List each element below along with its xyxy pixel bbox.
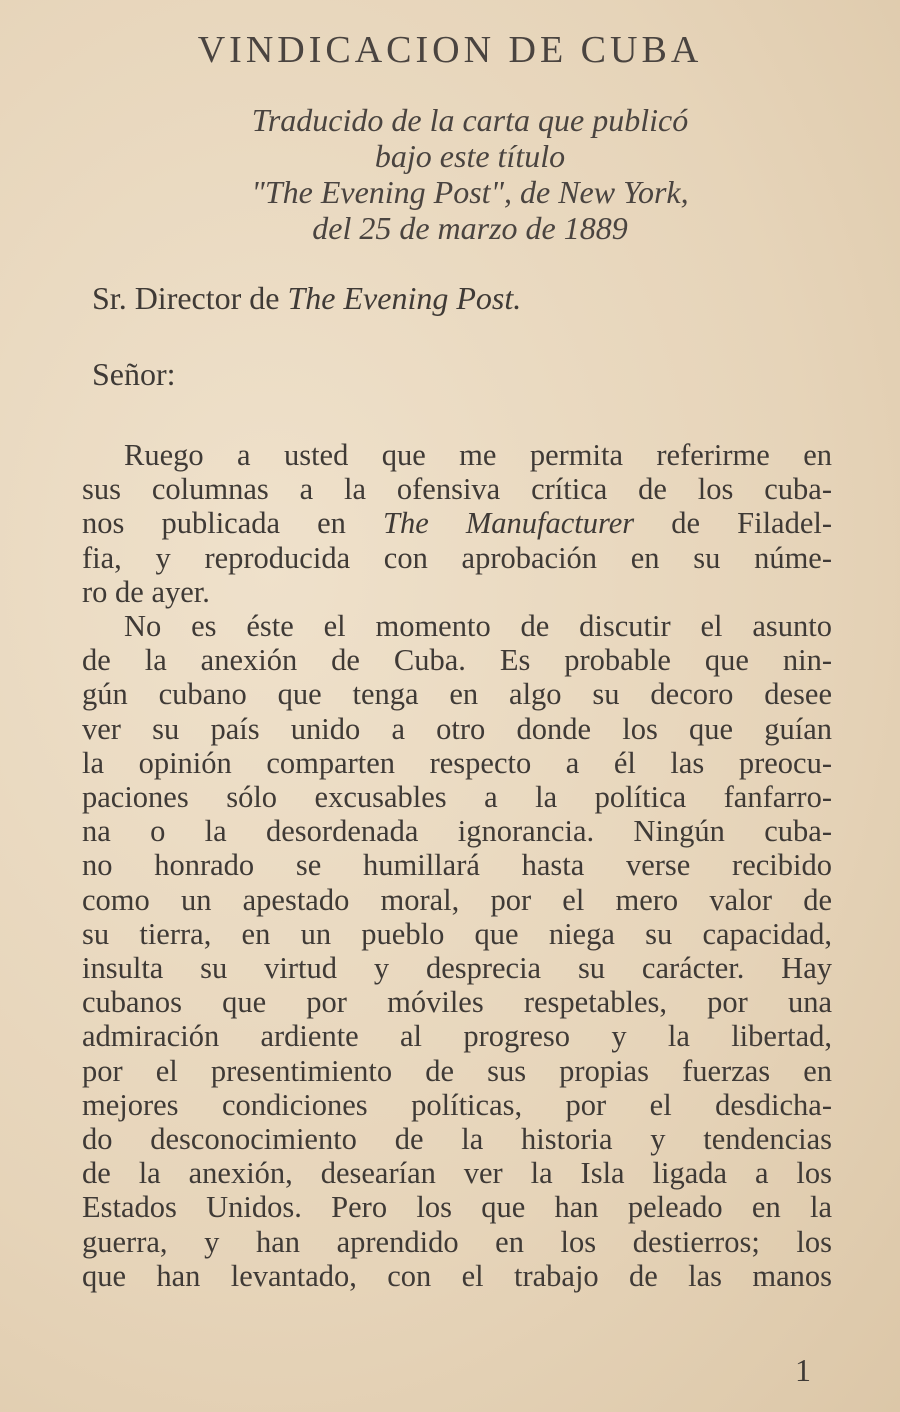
text-line: que han levantado, con el trabajo de las manos bbox=[82, 1258, 832, 1293]
text-line: No es éste el momento de discutir el asunto bbox=[124, 609, 832, 644]
greeting: Señor: bbox=[92, 356, 176, 392]
text-line: de la anexión, desearían ver la Isla ligada a los bbox=[82, 1156, 832, 1191]
text-line: sus columnas a la ofensiva crítica de los cuba- bbox=[82, 472, 832, 507]
publication-name: The Manufacturer bbox=[383, 506, 635, 541]
text-line: la opinión comparten respecto a él las preocu- bbox=[82, 745, 832, 780]
text-line: su tierra, en un pueblo que niega su capacidad, bbox=[82, 916, 832, 951]
text-line: insulta su virtud y desprecia su carácter. Hay bbox=[82, 951, 832, 986]
subtitle bbox=[150, 102, 790, 246]
text-line: como un apestado moral, por el mero valor de bbox=[82, 882, 832, 917]
text-line: guerra, y han aprendido en los destierros; los bbox=[82, 1224, 832, 1259]
subtitle-line: bajo este título bbox=[374, 138, 566, 174]
subtitle-line: "The Evening Post", de New York, bbox=[251, 174, 689, 210]
text-line: admiración ardiente al progreso y la libertad, bbox=[82, 1019, 832, 1054]
text-line: ro de ayer. bbox=[82, 574, 210, 609]
paragraph-1 bbox=[82, 438, 832, 609]
subtitle-line: Traducido de la carta que publicó bbox=[251, 102, 689, 138]
paragraph-2 bbox=[82, 609, 832, 1293]
text-line bbox=[82, 506, 832, 540]
text-line: fia, y reproducida con aprobación en su núme- bbox=[82, 540, 832, 575]
text-line: Estados Unidos. Pero los que han peleado en la bbox=[82, 1190, 832, 1225]
text-line: por el presentimiento de sus propias fuerzas en bbox=[82, 1053, 832, 1088]
text-line: cubanos que por móviles respetables, por una bbox=[82, 985, 832, 1020]
subtitle-line: del 25 de marzo de 1889 bbox=[312, 210, 628, 246]
text-line: no honrado se humillará hasta verse recibido bbox=[82, 848, 832, 883]
text-fragment: nos publicada en bbox=[82, 506, 384, 541]
salutation bbox=[92, 280, 521, 317]
text-line: na o la desordenada ignorancia. Ningún cuba- bbox=[82, 814, 832, 849]
text-line: do desconocimiento de la historia y tendencias bbox=[82, 1122, 832, 1157]
letter-body bbox=[82, 438, 832, 1293]
page-number: 1 bbox=[795, 1352, 811, 1388]
page-title: VINDICACION DE CUBA bbox=[197, 29, 703, 71]
text-line: mejores condiciones políticas, por el desdicha- bbox=[82, 1087, 832, 1122]
text-line: Ruego a usted que me permita referirme en bbox=[124, 438, 832, 472]
text-line: ver su país unido a otro donde los que guían bbox=[82, 711, 832, 746]
salutation-prefix: Sr. Director de bbox=[92, 280, 288, 316]
salutation-publication: The Evening Post. bbox=[287, 280, 522, 316]
text-fragment: de Filadel- bbox=[634, 506, 833, 541]
text-line: gún cubano que tenga en algo su decoro desee bbox=[82, 677, 832, 712]
text-line: paciones sólo excusables a la política fanfarro- bbox=[82, 780, 832, 815]
text-line: de la anexión de Cuba. Es probable que nin- bbox=[82, 643, 832, 678]
